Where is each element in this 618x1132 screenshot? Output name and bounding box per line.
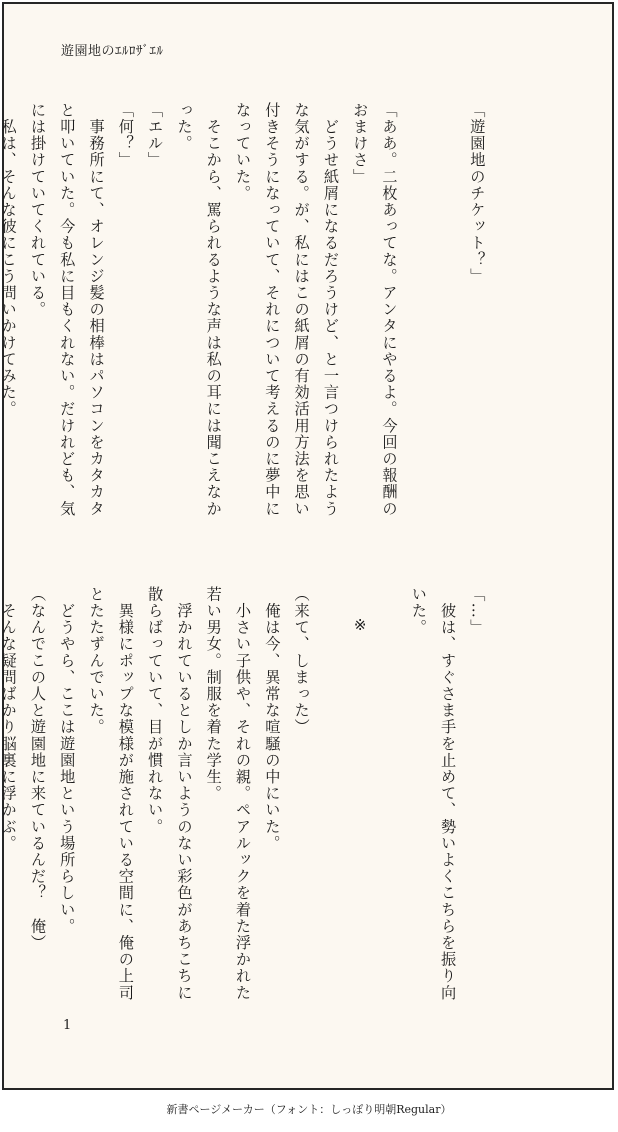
top-paragraph: どうせ紙屑になるだろうけど、と一言つけられたような気がする。が、私にはこの紙屑の有効活用方法を思い付きそうになっていて、それについて考えるのに夢中になっていた。 [234, 102, 340, 517]
header-title: 遊園地のｴﾙﾛｻﾞｴﾙ [61, 44, 164, 59]
top-paragraph: 「ああ。二枚あってな。アンタにやるよ。今回の報酬のおまけさ」 [351, 102, 399, 517]
opening-line: 「遊園地のチケット？」 [468, 102, 487, 285]
bottom-paragraphs [0, 586, 491, 1006]
top-paragraph: そこから、罵られるような声は私の耳には聞こえなかった。 [175, 102, 223, 517]
top-paragraphs [0, 102, 404, 532]
page-number: 1 [63, 1018, 72, 1033]
bottom-paragraph: 彼は、すぐさま手を止めて、勢いよくこちらを振り向いた。 [409, 586, 458, 1001]
bottom-paragraph: ※ [351, 616, 370, 636]
bottom-paragraph [316, 586, 345, 1006]
top-paragraph: 「何？」 [116, 102, 135, 169]
top-paragraph: 「エル」 [146, 102, 165, 169]
top-paragraph: 私は、そんな彼にこう問いかけてみた。 [0, 102, 18, 418]
bottom-paragraph: 異様にポップな模様が施されている空間に、俺の上司とたたずんでいた。 [87, 586, 135, 1001]
bottom-paragraph: そんな疑問ばかり脳裏に浮かぶ。 [0, 586, 18, 852]
bottom-paragraph [374, 586, 403, 1006]
body-text-top [0, 102, 550, 532]
bottom-paragraph: 小さい子供や、それの親。ペアルックを着た浮かれた若い男女。制服を着た学生。 [204, 586, 253, 1001]
bottom-paragraph: 「…」 [468, 586, 487, 636]
manuscript-page [2, 2, 614, 1090]
bottom-paragraph: （なんでこの人と遊園地に来ているんだ？ 俺） [28, 586, 47, 952]
bottom-paragraph: どうやら、ここは遊園地という場所らしい。 [58, 586, 77, 935]
bottom-paragraph: 浮かれているとしか言いようのない彩色があちこちに散らばっていて、目が慣れない。 [146, 586, 194, 1001]
bottom-paragraph: 俺は今、異常な喧騒の中にいた。 [263, 586, 282, 852]
footer-credit: 新書ページメーカー（フォント：しっぽり明朝Regular） [166, 1103, 452, 1116]
top-paragraph: 事務所にて、オレンジ髪の相棒はパソコンをカタカタと叩いていた。今も私に目もくれない。だけれども、気には掛けていてくれている。 [28, 102, 106, 517]
bottom-paragraph: （来て、しまった） [292, 586, 311, 736]
body-text-bottom [0, 586, 550, 1006]
